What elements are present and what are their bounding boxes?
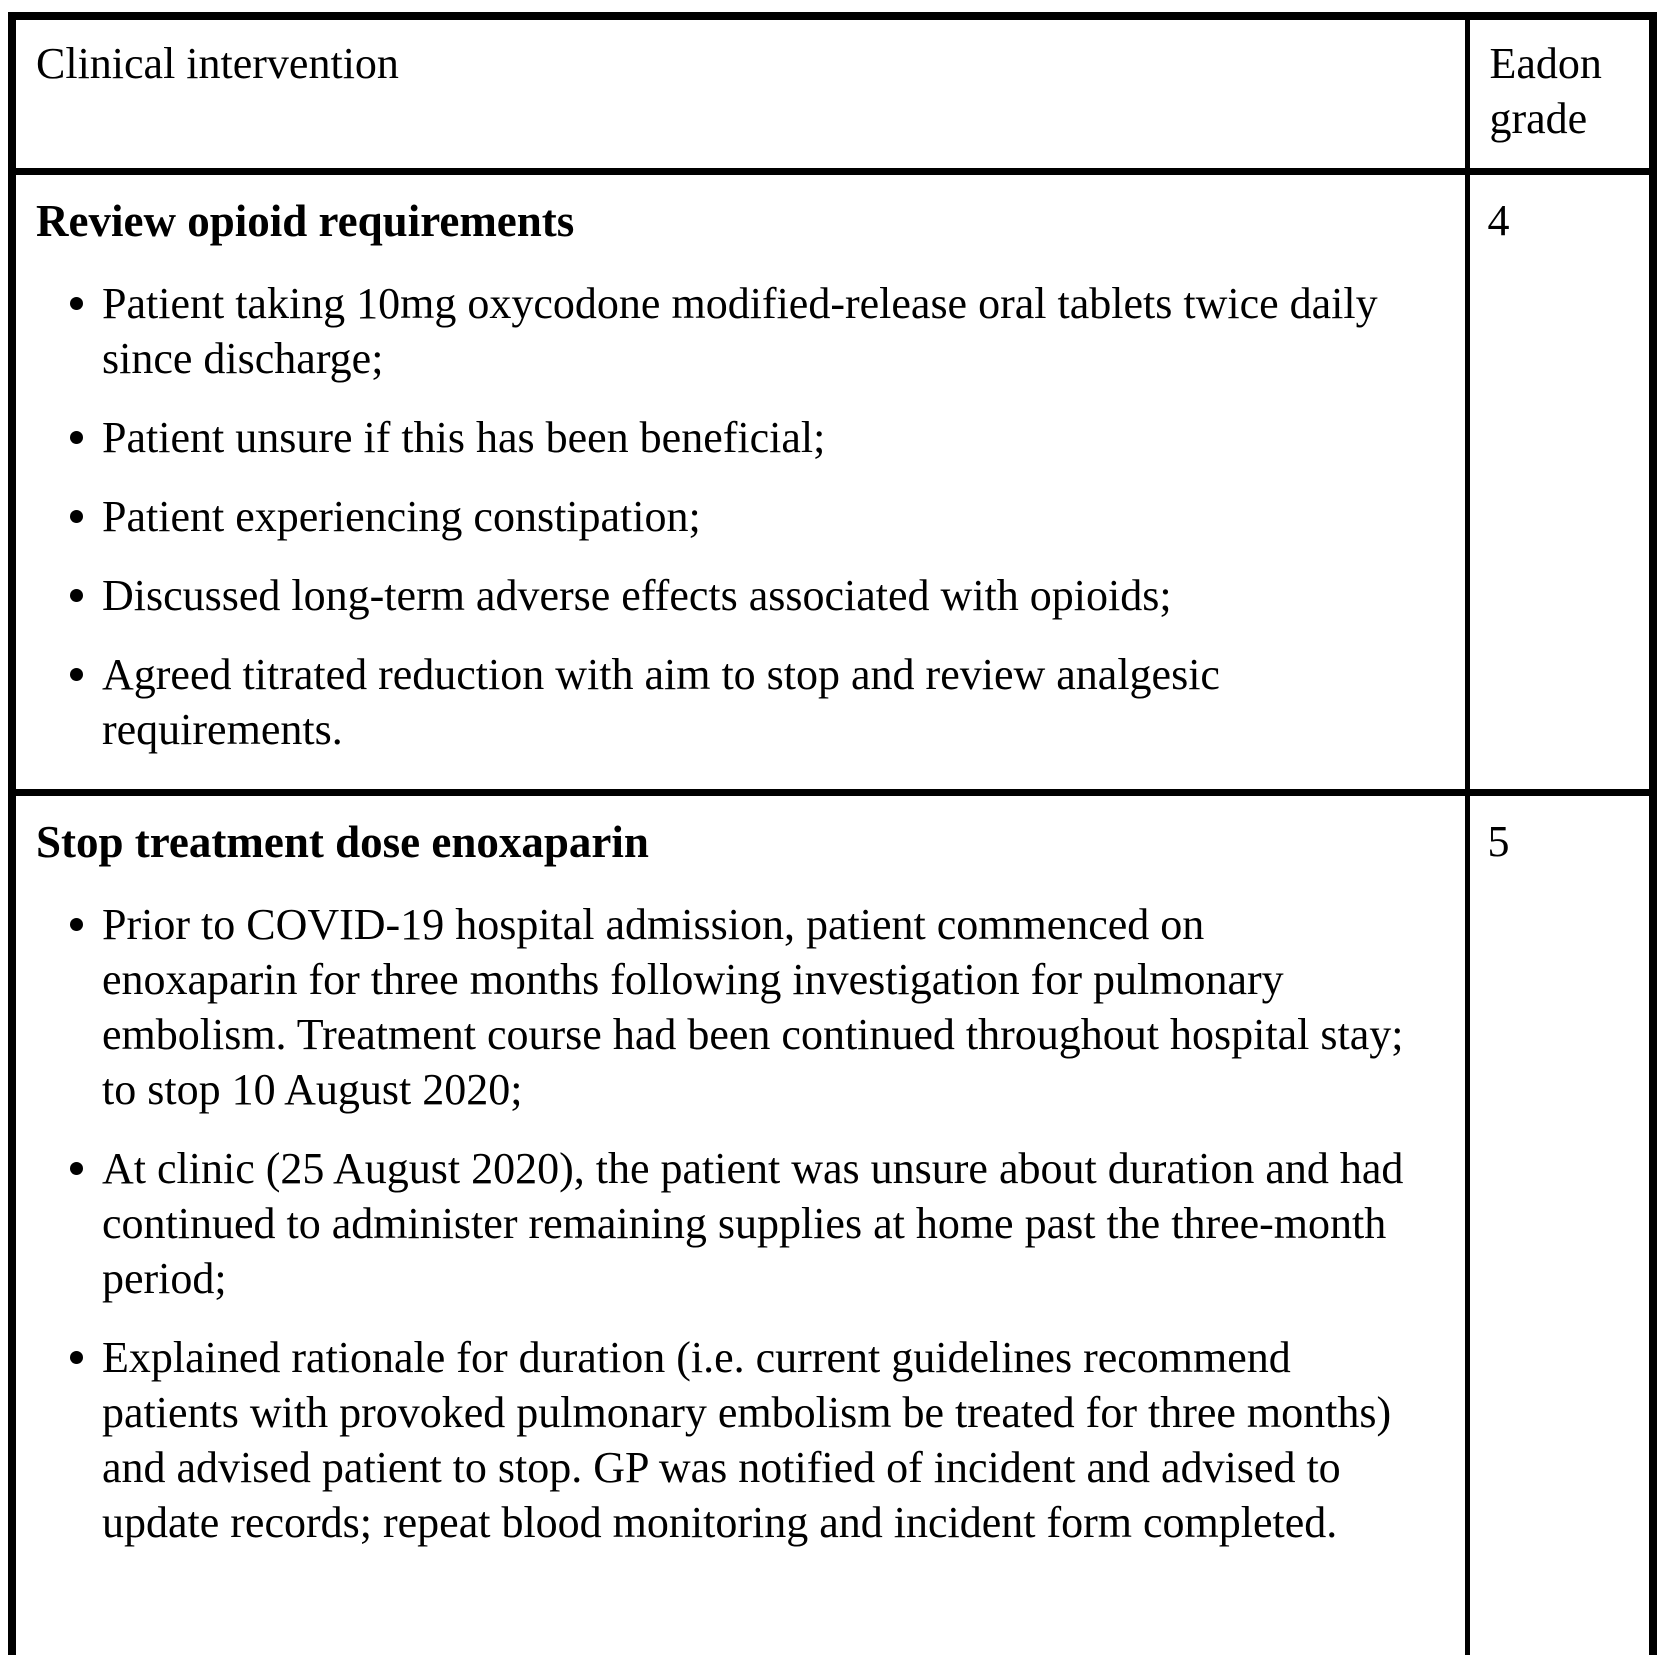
header-clinical-intervention: Clinical intervention [12, 16, 1467, 172]
bullet-item: Patient unsure if this has been beneficial; [102, 410, 1409, 465]
grade-value: 5 [1467, 793, 1653, 1655]
bullet-item: Discussed long-term adverse effects associated with opioids; [102, 568, 1409, 623]
intervention-cell [12, 793, 1467, 1655]
table-row-stop-enoxaparin [12, 793, 1653, 1655]
grade-value: 4 [1467, 172, 1653, 793]
bullet-item: Patient experiencing constipation; [102, 489, 1409, 544]
bullet-item: Explained rationale for duration (i.e. current guidelines recommend patients with provoked pulmonary embolism be treated for three months) and advised patient to stop. GP was notified of incident and advised to update records; repeat blood monitoring and incident form completed. [102, 1330, 1409, 1550]
clinical-interventions-table [8, 12, 1657, 1655]
bullet-item: Agreed titrated reduction with aim to stop and review analgesic requirements. [102, 647, 1409, 757]
header-eadon-grade: Eadon grade [1467, 16, 1653, 172]
header-row [12, 16, 1653, 172]
bullet-item: Patient taking 10mg oxycodone modified-release oral tablets twice daily since discharge; [102, 276, 1409, 386]
bullet-list [36, 897, 1409, 1550]
bullet-item: Prior to COVID-19 hospital admission, patient commenced on enoxaparin for three months following investigation for pulmonary embolism. Treatment course had been continued throughout hospital stay; to stop 10 August 2020; [102, 897, 1409, 1117]
intervention-title: Review opioid requirements [36, 196, 575, 246]
intervention-title: Stop treatment dose enoxaparin [36, 817, 649, 867]
table-row-review-opioid [12, 172, 1653, 793]
bullet-list [36, 276, 1409, 757]
bullet-item: At clinic (25 August 2020), the patient was unsure about duration and had continued to administer remaining supplies at home past the three-month period; [102, 1141, 1409, 1306]
intervention-cell [12, 172, 1467, 793]
